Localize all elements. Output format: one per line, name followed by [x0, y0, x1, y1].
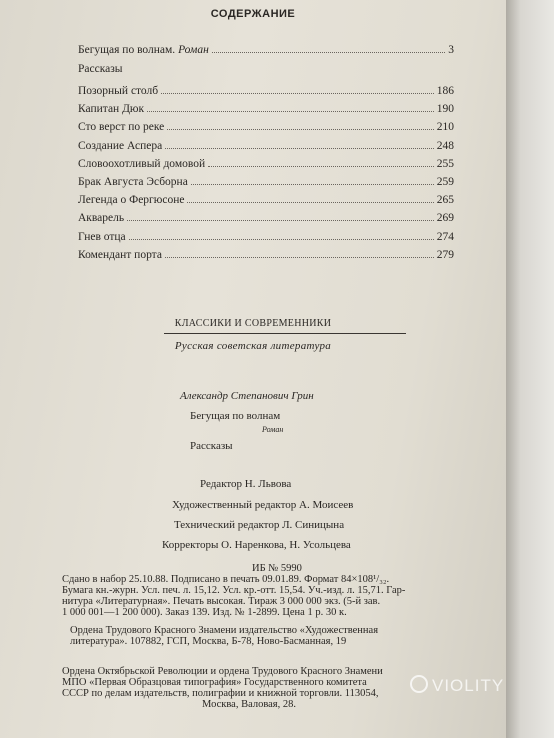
toc-leader [212, 51, 445, 53]
toc-page-number: 259 [436, 176, 454, 188]
toc-story-title: Акварель [78, 212, 125, 225]
toc-leader [161, 92, 434, 94]
toc-story-title: Словоохотливый домовой [78, 157, 206, 170]
toc-story-row [78, 140, 454, 156]
imprint-line: Ордена Трудового Красного Знамени издательство «Художественная [70, 625, 379, 636]
book-stories: Рассказы [190, 440, 233, 452]
toc-leader [129, 238, 434, 240]
series-subseries: Русская советская литература [174, 340, 332, 352]
imprint-line: нитура «Литературная». Печать высокая. Тираж 3 000 000 экз. (5-й зав. [62, 596, 381, 607]
imprint-line: Ордена Октябрьской Революции и ордена Трудового Красного Знамени [62, 666, 383, 677]
imprint-line: 1 000 001—1 200 000). Заказ 139. Изд. № 1-2899. Цена 1 р. 30 к. [62, 607, 347, 618]
toc-story-title: Брак Августа Эсборна [78, 176, 188, 188]
imprint-line: Бумага кн.-журн. Усл. печ. л. 15,12. Усл. кр.-отт. 15,54. Уч.-изд. л. 15,71. Гар- [62, 585, 406, 596]
imprint-line: Сдано в набор 25.10.88. Подписано в печать 09.01.89. Формат 84×108¹/₃₂. [62, 574, 390, 585]
book-genre: Роман [262, 425, 284, 434]
toc-story-row [78, 158, 454, 174]
toc-story-row [78, 121, 454, 137]
toc-page-number: 3 [448, 44, 454, 56]
toc-story-title: Создание Аспера [78, 139, 163, 152]
toc-leader [165, 256, 434, 258]
imprint-print-data [62, 574, 405, 618]
page-edge [506, 0, 554, 738]
contents-heading: СОДЕРЖАНИЕ [210, 8, 296, 20]
credit-tech-editor: Технический редактор Л. Синицына [174, 519, 345, 531]
toc-story-title: Капитан Дюк [78, 103, 145, 116]
book-author: Александр Степанович Грин [180, 390, 314, 402]
book-title: Бегущая по волнам [190, 410, 281, 422]
toc-page-number: 255 [436, 157, 454, 170]
toc-leader [191, 183, 434, 185]
toc-page-number: 190 [436, 103, 454, 116]
imprint-ib: ИБ № 5990 [252, 563, 302, 574]
toc-leader [165, 147, 434, 149]
toc-page-number: 186 [436, 85, 454, 97]
imprint-line: МПО «Первая Образцовая типография» Государственного комитета [62, 677, 367, 688]
toc-story-title: Позорный столб [78, 85, 159, 97]
toc-page-number: 248 [436, 139, 454, 152]
series-rule [164, 333, 406, 334]
toc-leader [187, 201, 433, 203]
toc-leader [208, 165, 434, 167]
toc-story-title: Комендант порта [78, 248, 162, 261]
toc-story-title: Гнев отца [78, 230, 126, 243]
imprint-line: литература». 107882, ГСП, Москва, Б-78, Ново-Басманная, 19 [70, 636, 347, 647]
toc-leader [127, 219, 434, 221]
toc-page-number: 210 [436, 121, 454, 134]
imprint-publisher [70, 625, 378, 647]
watermark-logo-icon [410, 675, 428, 693]
toc-story-row [78, 176, 454, 192]
toc-novel-title: Бегущая по волнам. Роман [78, 44, 209, 56]
toc-story-title: Легенда о Фергюсоне [78, 194, 185, 207]
imprint-line: Москва, Валовая, 28. [202, 699, 297, 710]
toc-leader [147, 110, 434, 112]
toc-page-number: 279 [436, 248, 454, 261]
toc-story-row [78, 249, 454, 265]
watermark-text: VIOLITY [432, 676, 505, 695]
toc-page-number: 265 [436, 194, 454, 207]
toc-page-number: 274 [436, 230, 454, 243]
toc-leader [167, 128, 433, 130]
credit-proofreaders: Корректоры О. Наренкова, Н. Усольцева [162, 539, 351, 551]
toc-stories-label: Рассказы [78, 63, 123, 75]
imprint-line: СССР по делам издательств, полиграфии и книжной торговли. 113054, [62, 688, 379, 699]
toc-page-number: 269 [436, 212, 454, 225]
toc-story-row [78, 103, 454, 119]
toc-story-row [78, 194, 454, 210]
imprint-printer [62, 666, 383, 710]
toc-story-title: Сто верст по реке [78, 121, 165, 134]
toc-story-row [78, 231, 454, 247]
toc-story-row [78, 212, 454, 228]
credit-editor: Редактор Н. Львова [200, 478, 292, 490]
toc-novel-row [78, 44, 454, 60]
series-name: КЛАССИКИ И СОВРЕМЕННИКИ [174, 318, 332, 329]
toc-story-row [78, 85, 454, 101]
credit-art-editor: Художественный редактор А. Моисеев [172, 499, 354, 511]
